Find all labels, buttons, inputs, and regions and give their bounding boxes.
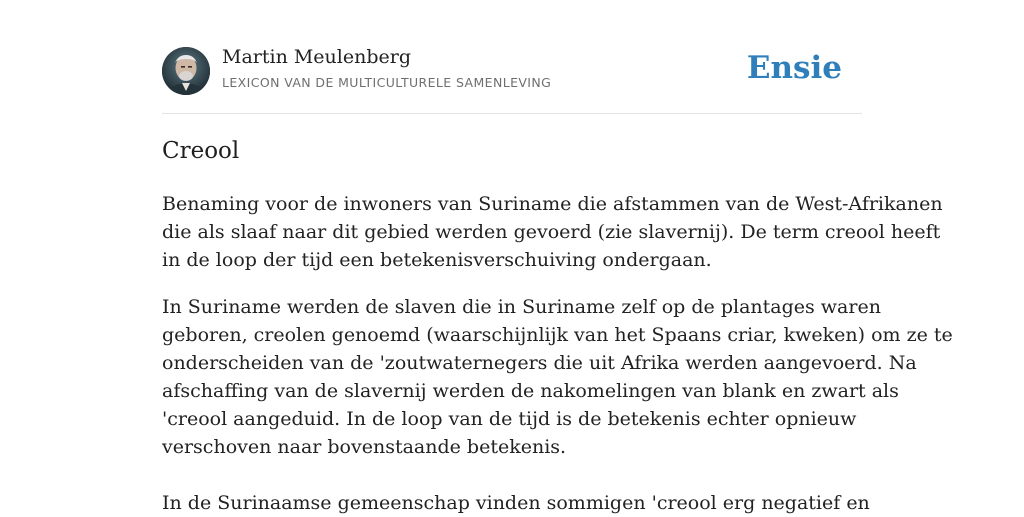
paragraph-line: die als slaaf naar dit gebied werden gevoerd (zie slavernij). De term creool heeft	[162, 221, 941, 243]
paragraph-1	[162, 190, 943, 274]
paragraph-3	[162, 489, 870, 517]
paragraph-line: geboren, creolen genoemd (waarschijnlijk van het Spaans criar, kweken) om ze te	[162, 324, 953, 346]
author-name[interactable]: Martin Meulenberg	[222, 46, 411, 68]
paragraph-line: onderscheiden van de 'zoutwaternegers die uit Afrika werden aangevoerd. Na	[162, 352, 917, 374]
paragraph-line: In Suriname werden de slaven die in Suriname zelf op de plantages waren	[162, 296, 881, 318]
paragraph-line: afschaffing van de slavernij werden de nakomelingen van blank en zwart als	[162, 380, 899, 402]
paragraph-line: Benaming voor de inwoners van Suriname die afstammen van de West-Afrikanen	[162, 193, 943, 215]
header-divider	[162, 113, 862, 114]
paragraph-2	[162, 293, 953, 461]
avatar-portrait-icon	[162, 47, 210, 95]
paragraph-line: 'creool aangeduid. In de loop van de tijd is de betekenis echter opnieuw	[162, 408, 857, 430]
author-avatar[interactable]	[162, 47, 210, 95]
paragraph-line: verschoven naar bovenstaande betekenis.	[162, 436, 567, 458]
paragraph-line: In de Surinaamse gemeenschap vinden sommigen 'creool erg negatief en	[162, 492, 870, 514]
paragraph-line: in de loop der tijd een betekenisverschuiving ondergaan.	[162, 249, 712, 271]
publication-name[interactable]: LEXICON VAN DE MULTICULTURELE SAMENLEVING	[222, 75, 552, 90]
article-header	[162, 46, 862, 96]
brand-logo[interactable]: Ensie	[746, 50, 842, 86]
article-title: Creool	[162, 138, 240, 164]
